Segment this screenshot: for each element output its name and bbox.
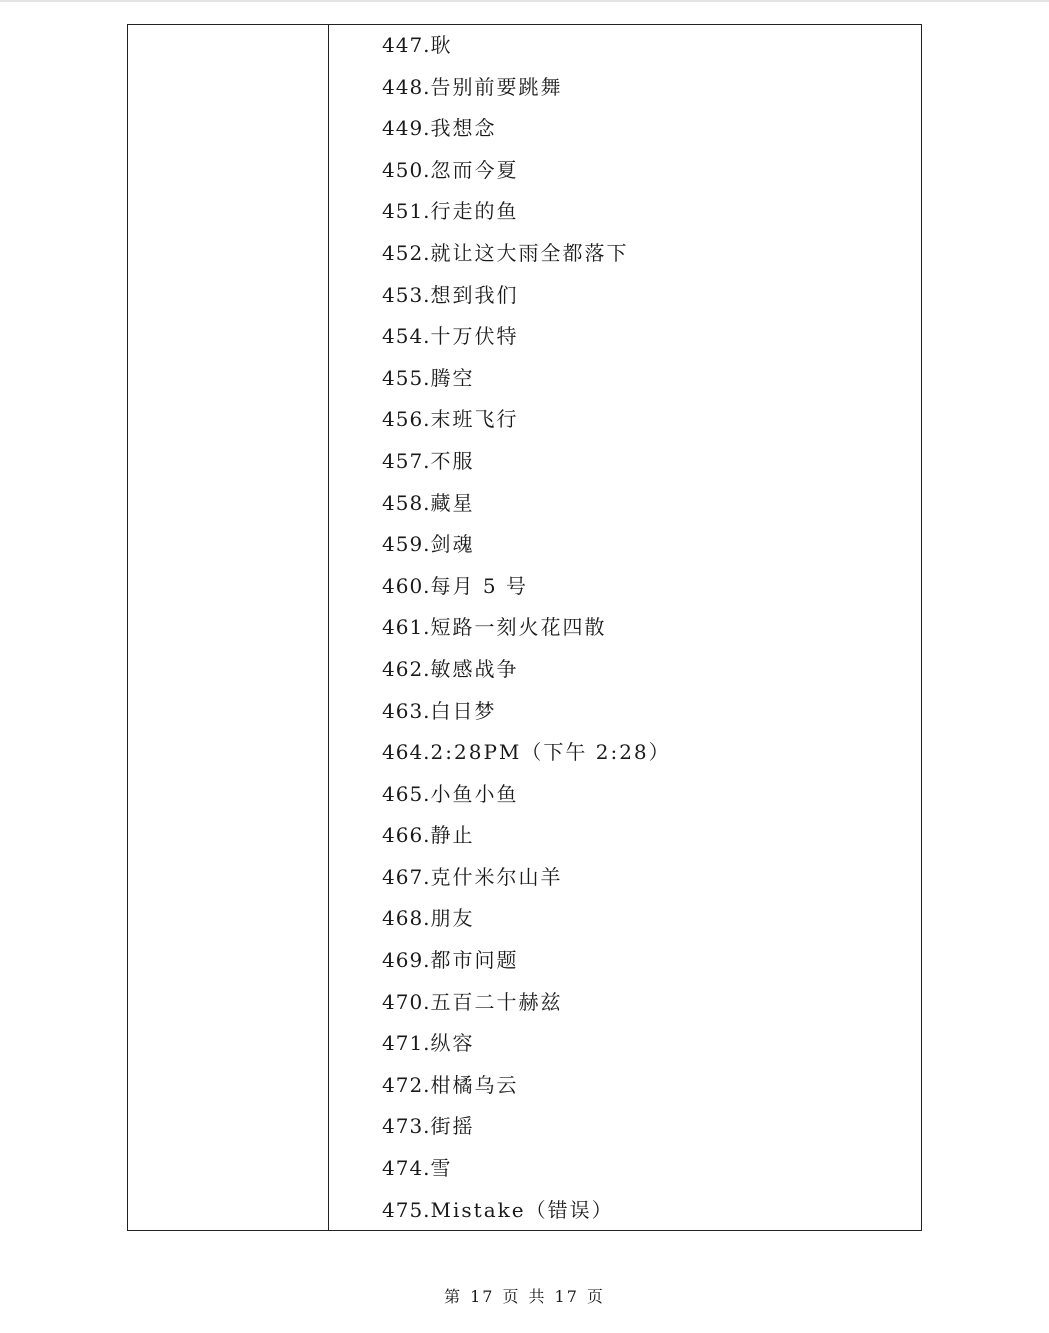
list-item bbox=[382, 358, 671, 400]
song-title: 2:28PM（下午 2:28） bbox=[430, 740, 671, 765]
list-item bbox=[382, 649, 671, 691]
footer-total-word: 共 bbox=[528, 1287, 547, 1306]
list-item bbox=[382, 1148, 671, 1190]
song-title: 克什米尔山羊 bbox=[430, 864, 563, 889]
list-item bbox=[382, 691, 671, 733]
song-number: 450. bbox=[382, 157, 431, 182]
page-footer bbox=[0, 1284, 1049, 1307]
song-number: 466. bbox=[382, 823, 431, 848]
footer-page-word: 页 bbox=[502, 1287, 521, 1306]
list-item bbox=[382, 940, 671, 982]
list-item bbox=[382, 1190, 671, 1232]
table-left-column bbox=[128, 25, 329, 1230]
song-title: 剑魂 bbox=[430, 532, 475, 557]
song-title: 我想念 bbox=[430, 116, 497, 141]
list-item bbox=[382, 607, 671, 649]
song-number: 469. bbox=[382, 948, 431, 973]
song-number: 468. bbox=[382, 906, 431, 931]
song-title: 纵容 bbox=[430, 1031, 475, 1056]
list-item bbox=[382, 233, 671, 275]
song-title: 都市问题 bbox=[430, 948, 519, 973]
list-item bbox=[382, 857, 671, 899]
song-title: 不服 bbox=[430, 448, 475, 473]
song-title: 小鱼小鱼 bbox=[430, 781, 519, 806]
footer-prefix: 第 bbox=[444, 1287, 463, 1306]
page-top-rule bbox=[0, 0, 1049, 2]
list-item bbox=[382, 150, 671, 192]
song-number: 459. bbox=[382, 532, 431, 557]
song-title: 朋友 bbox=[430, 906, 475, 931]
list-item bbox=[382, 1106, 671, 1148]
song-number: 456. bbox=[382, 407, 431, 432]
list-item bbox=[382, 483, 671, 525]
list-item bbox=[382, 399, 671, 441]
list-item bbox=[382, 982, 671, 1024]
song-number: 453. bbox=[382, 282, 431, 307]
song-title: 腾空 bbox=[430, 365, 475, 390]
song-number: 457. bbox=[382, 448, 431, 473]
list-item bbox=[382, 774, 671, 816]
song-number: 464. bbox=[382, 740, 431, 765]
footer-total-pages: 17 bbox=[554, 1287, 579, 1306]
song-title: 雪 bbox=[430, 1156, 453, 1181]
song-title: 短路一刻火花四散 bbox=[430, 615, 607, 640]
song-title: 十万伏特 bbox=[430, 324, 519, 349]
list-item bbox=[382, 566, 671, 608]
song-title: 告别前要跳舞 bbox=[430, 74, 563, 99]
list-item bbox=[382, 1065, 671, 1107]
song-title: 就让这大雨全都落下 bbox=[430, 240, 629, 265]
song-number: 463. bbox=[382, 698, 431, 723]
song-title: 末班飞行 bbox=[430, 407, 519, 432]
list-item bbox=[382, 108, 671, 150]
list-item bbox=[382, 67, 671, 109]
song-number: 474. bbox=[382, 1156, 431, 1181]
song-number: 473. bbox=[382, 1114, 431, 1139]
song-number: 454. bbox=[382, 324, 431, 349]
footer-current-page: 17 bbox=[470, 1287, 495, 1306]
song-title: 街摇 bbox=[430, 1114, 475, 1139]
song-number: 475. bbox=[382, 1197, 431, 1222]
song-title: 行走的鱼 bbox=[430, 199, 519, 224]
song-number: 470. bbox=[382, 989, 431, 1014]
song-number: 461. bbox=[382, 615, 431, 640]
song-number: 455. bbox=[382, 365, 431, 390]
song-number: 449. bbox=[382, 116, 431, 141]
song-title: 静止 bbox=[430, 823, 475, 848]
song-title: Mistake（错误） bbox=[430, 1197, 614, 1222]
song-number: 447. bbox=[382, 33, 431, 57]
song-title: 柑橘乌云 bbox=[430, 1072, 519, 1097]
song-number: 465. bbox=[382, 781, 431, 806]
song-number: 451. bbox=[382, 199, 431, 224]
song-number: 448. bbox=[382, 74, 431, 99]
song-number: 458. bbox=[382, 490, 431, 515]
list-item bbox=[382, 316, 671, 358]
list-item bbox=[382, 815, 671, 857]
list-item bbox=[382, 275, 671, 317]
footer-suffix: 页 bbox=[586, 1287, 605, 1306]
song-number: 460. bbox=[382, 573, 431, 598]
song-title: 耿 bbox=[430, 33, 453, 57]
song-title: 五百二十赫兹 bbox=[430, 989, 563, 1014]
list-item bbox=[382, 25, 671, 67]
list-item bbox=[382, 1023, 671, 1065]
song-number: 471. bbox=[382, 1031, 431, 1056]
song-number: 467. bbox=[382, 864, 431, 889]
list-item bbox=[382, 441, 671, 483]
song-title: 每月 5 号 bbox=[430, 573, 528, 598]
song-list bbox=[382, 25, 671, 1231]
song-title: 忽而今夏 bbox=[430, 157, 519, 182]
song-title: 想到我们 bbox=[430, 282, 519, 307]
song-title: 敏感战争 bbox=[430, 656, 519, 681]
list-item bbox=[382, 524, 671, 566]
list-item bbox=[382, 732, 671, 774]
song-number: 452. bbox=[382, 240, 431, 265]
document-table bbox=[127, 24, 922, 1231]
list-item bbox=[382, 898, 671, 940]
song-title: 白日梦 bbox=[430, 698, 497, 723]
song-number: 472. bbox=[382, 1072, 431, 1097]
song-title: 藏星 bbox=[430, 490, 475, 515]
song-number: 462. bbox=[382, 656, 431, 681]
list-item bbox=[382, 191, 671, 233]
